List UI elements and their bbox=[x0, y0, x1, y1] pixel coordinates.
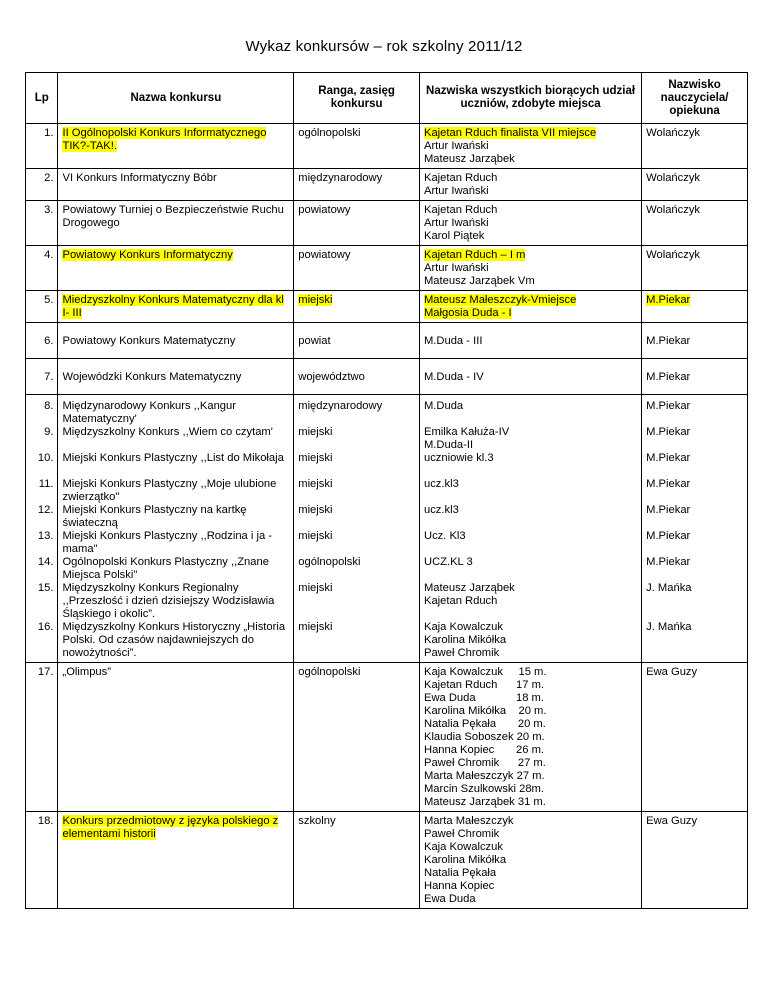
rank-item: międzynarodowy bbox=[298, 400, 383, 412]
name-item: Międzyszkolny Konkurs Regionalny ,,Przeszłość i dzień dzisiejszy Wodzisławia Śląskiego i okolic”. bbox=[62, 582, 275, 620]
row-lp: 1. bbox=[26, 124, 58, 169]
row-participants: Kajetan Rduch Artur Iwański Karol Piątek bbox=[419, 201, 641, 246]
lp-item: 13. bbox=[37, 530, 54, 542]
row-participants: Mateusz Małeszczyk-Vmiejsce Małgosia Duda - I bbox=[419, 291, 641, 323]
table-row bbox=[26, 323, 748, 359]
table-row bbox=[26, 124, 748, 169]
row-rank: powiatowy bbox=[294, 246, 420, 291]
competitions-table bbox=[25, 72, 748, 909]
name-item: Miejski Konkurs Plastyczny ,,Rodzina i ja - mama" bbox=[62, 530, 273, 555]
participants-item: Emilka Kałuża-IV M.Duda-II uczniowie kl.3 bbox=[423, 426, 510, 464]
teacher-item: M.Piekar bbox=[646, 452, 691, 464]
row-teacher-list bbox=[642, 395, 748, 663]
name-item: Miejski Konkurs Plastyczny ,,Moje ulubione zwierzątko" bbox=[62, 478, 277, 503]
lp-item: 9. bbox=[44, 426, 54, 438]
header-name: Nazwa konkursu bbox=[58, 73, 294, 124]
lp-item: 12. bbox=[37, 504, 54, 516]
row-lp: 7. bbox=[26, 359, 58, 395]
table-row bbox=[26, 359, 748, 395]
row-rank: ogólnopolski bbox=[294, 663, 420, 812]
teacher-item: M.Piekar bbox=[646, 504, 691, 516]
row-rank: powiat bbox=[294, 323, 420, 359]
table-row bbox=[26, 812, 748, 909]
row-rank-list bbox=[294, 395, 420, 663]
row-name: VI Konkurs Informatyczny Bóbr bbox=[58, 169, 294, 201]
participants-item: Kaja Kowalczuk Karolina Mikółka Paweł Chromik bbox=[423, 621, 507, 659]
teacher-item: M.Piekar bbox=[646, 400, 691, 412]
table-row bbox=[26, 663, 748, 812]
row-teacher: Wolańczyk bbox=[642, 124, 748, 169]
rank-item: miejski bbox=[298, 452, 333, 464]
rank-item: miejski bbox=[298, 530, 333, 542]
row-rank: województwo bbox=[294, 359, 420, 395]
name-item: Międzynarodowy Konkurs ,,Kangur Matematyczny' bbox=[62, 400, 236, 425]
participants-item: Mateusz Jarząbek Kajetan Rduch bbox=[423, 582, 515, 607]
row-participants: M.Duda - III bbox=[419, 323, 641, 359]
participants-item: M.Duda bbox=[423, 400, 464, 412]
rank-item: miejski bbox=[298, 582, 333, 594]
row-teacher: M.Piekar bbox=[642, 291, 748, 323]
row-teacher: M.Piekar bbox=[642, 359, 748, 395]
row-lp: 17. bbox=[26, 663, 58, 812]
row-rank: międzynarodowy bbox=[294, 169, 420, 201]
participants-item: UCZ.KL 3 bbox=[423, 556, 473, 568]
name-item: Międzyszkolny Konkurs ,,Wiem co czytam' bbox=[62, 426, 273, 438]
lp-item: 16. bbox=[37, 621, 54, 633]
row-rank: ogólnopolski bbox=[294, 124, 420, 169]
row-name: „Olimpus” bbox=[58, 663, 294, 812]
row-name: Konkurs przedmiotowy z języka polskiego z elementami historii bbox=[58, 812, 294, 909]
row-lp: 6. bbox=[26, 323, 58, 359]
rank-item: miejski bbox=[298, 621, 333, 633]
document-title: Wykaz konkursów – rok szkolny 2011/12 bbox=[245, 38, 523, 55]
teacher-item: M.Piekar bbox=[646, 426, 691, 438]
row-lp: 4. bbox=[26, 246, 58, 291]
rank-item: miejski bbox=[298, 504, 333, 516]
row-participants: Kajetan Rduch finalista VII miejsce Artur Iwański Mateusz Jarząbek bbox=[419, 124, 641, 169]
row-name: II Ogólnopolski Konkurs Informatycznego TIK?-TAK!. bbox=[58, 124, 294, 169]
rank-item: ogólnopolski bbox=[298, 556, 361, 568]
table-row bbox=[26, 169, 748, 201]
header-teacher: Nazwisko nauczyciela/ opiekuna bbox=[642, 73, 748, 124]
row-participants-list bbox=[419, 395, 641, 663]
row-participants: Kajetan Rduch – I m Artur Iwański Mateusz Jarząbek Vm bbox=[419, 246, 641, 291]
teacher-item: J. Mańka bbox=[646, 621, 692, 633]
row-participants: Kajetan Rduch Artur Iwański bbox=[419, 169, 641, 201]
row-name: Powiatowy Konkurs Informatyczny bbox=[58, 246, 294, 291]
lp-item: 14. bbox=[37, 556, 54, 568]
lp-item: 15. bbox=[37, 582, 54, 594]
lp-item: 10. bbox=[37, 452, 54, 464]
participants-item: ucz.kl3 bbox=[423, 504, 459, 516]
lp-item: 8. bbox=[44, 400, 54, 412]
row-rank: powiatowy bbox=[294, 201, 420, 246]
participants-item: Ucz. Kl3 bbox=[423, 530, 466, 542]
table-header-row bbox=[26, 73, 748, 124]
teacher-item: M.Piekar bbox=[646, 530, 691, 542]
table-row-group bbox=[26, 395, 748, 663]
table-row bbox=[26, 291, 748, 323]
row-teacher: Ewa Guzy bbox=[642, 663, 748, 812]
name-item: Ogólnopolski Konkurs Plastyczny ,,Znane Miejsca Polski" bbox=[62, 556, 269, 581]
name-item: Międzyszkolny Konkurs Historyczny „Historia Polski. Od czasów najdawniejszych do nowożytności”. bbox=[62, 621, 286, 659]
header-lp: Lp bbox=[26, 73, 58, 124]
name-item: Miejski Konkurs Plastyczny ,,List do Mikołaja bbox=[62, 452, 284, 464]
row-lp: 18. bbox=[26, 812, 58, 909]
row-teacher: Wolańczyk bbox=[642, 246, 748, 291]
teacher-item: M.Piekar bbox=[646, 556, 691, 568]
row-lp: 2. bbox=[26, 169, 58, 201]
row-teacher: Ewa Guzy bbox=[642, 812, 748, 909]
row-lp: 5. bbox=[26, 291, 58, 323]
row-lp-list bbox=[26, 395, 58, 663]
row-name: Miedzyszkolny Konkurs Matematyczny dla kl I- III bbox=[58, 291, 294, 323]
header-rank: Ranga, zasięg konkursu bbox=[294, 73, 420, 124]
name-item: Miejski Konkurs Plastyczny na kartkę świateczną bbox=[62, 504, 247, 529]
rank-item: miejski bbox=[298, 478, 333, 490]
row-lp: 3. bbox=[26, 201, 58, 246]
row-name: Wojewódzki Konkurs Matematyczny bbox=[58, 359, 294, 395]
row-name-list bbox=[58, 395, 294, 663]
row-teacher: M.Piekar bbox=[642, 323, 748, 359]
table-row bbox=[26, 201, 748, 246]
header-participants: Nazwiska wszystkich biorących udział uczniów, zdobyte miejsca bbox=[419, 73, 641, 124]
participants-item: ucz.kl3 bbox=[423, 478, 459, 490]
row-rank: miejski bbox=[294, 291, 420, 323]
row-rank: szkolny bbox=[294, 812, 420, 909]
teacher-item: M.Piekar bbox=[646, 478, 691, 490]
row-name: Powiatowy Konkurs Matematyczny bbox=[58, 323, 294, 359]
row-participants: Marta Małeszczyk Paweł Chromik Kaja Kowalczuk Karolina Mikółka Natalia Pękała Hanna Kopiec Ewa Duda bbox=[419, 812, 641, 909]
rank-item: miejski bbox=[298, 426, 333, 438]
table-row bbox=[26, 246, 748, 291]
row-participants: M.Duda - IV bbox=[419, 359, 641, 395]
teacher-item: J. Mańka bbox=[646, 582, 692, 594]
row-teacher: Wolańczyk bbox=[642, 169, 748, 201]
row-teacher: Wolańczyk bbox=[642, 201, 748, 246]
lp-item: 11. bbox=[38, 478, 54, 490]
row-participants: Kaja Kowalczuk 15 m. Kajetan Rduch 17 m. Ewa Duda 18 m. Karolina Mikółka 20 m. Natalia Pękała 20 m. Klaudia Soboszek 20 m. Hanna Kopiec 26 m. Paweł Chromik 27 m. Marta Małeszczyk 27 m. Marcin Szulkowski 28m. Mateusz Jarząbek 31 m. bbox=[419, 663, 641, 812]
row-name: Powiatowy Turniej o Bezpieczeństwie Ruchu Drogowego bbox=[58, 201, 294, 246]
